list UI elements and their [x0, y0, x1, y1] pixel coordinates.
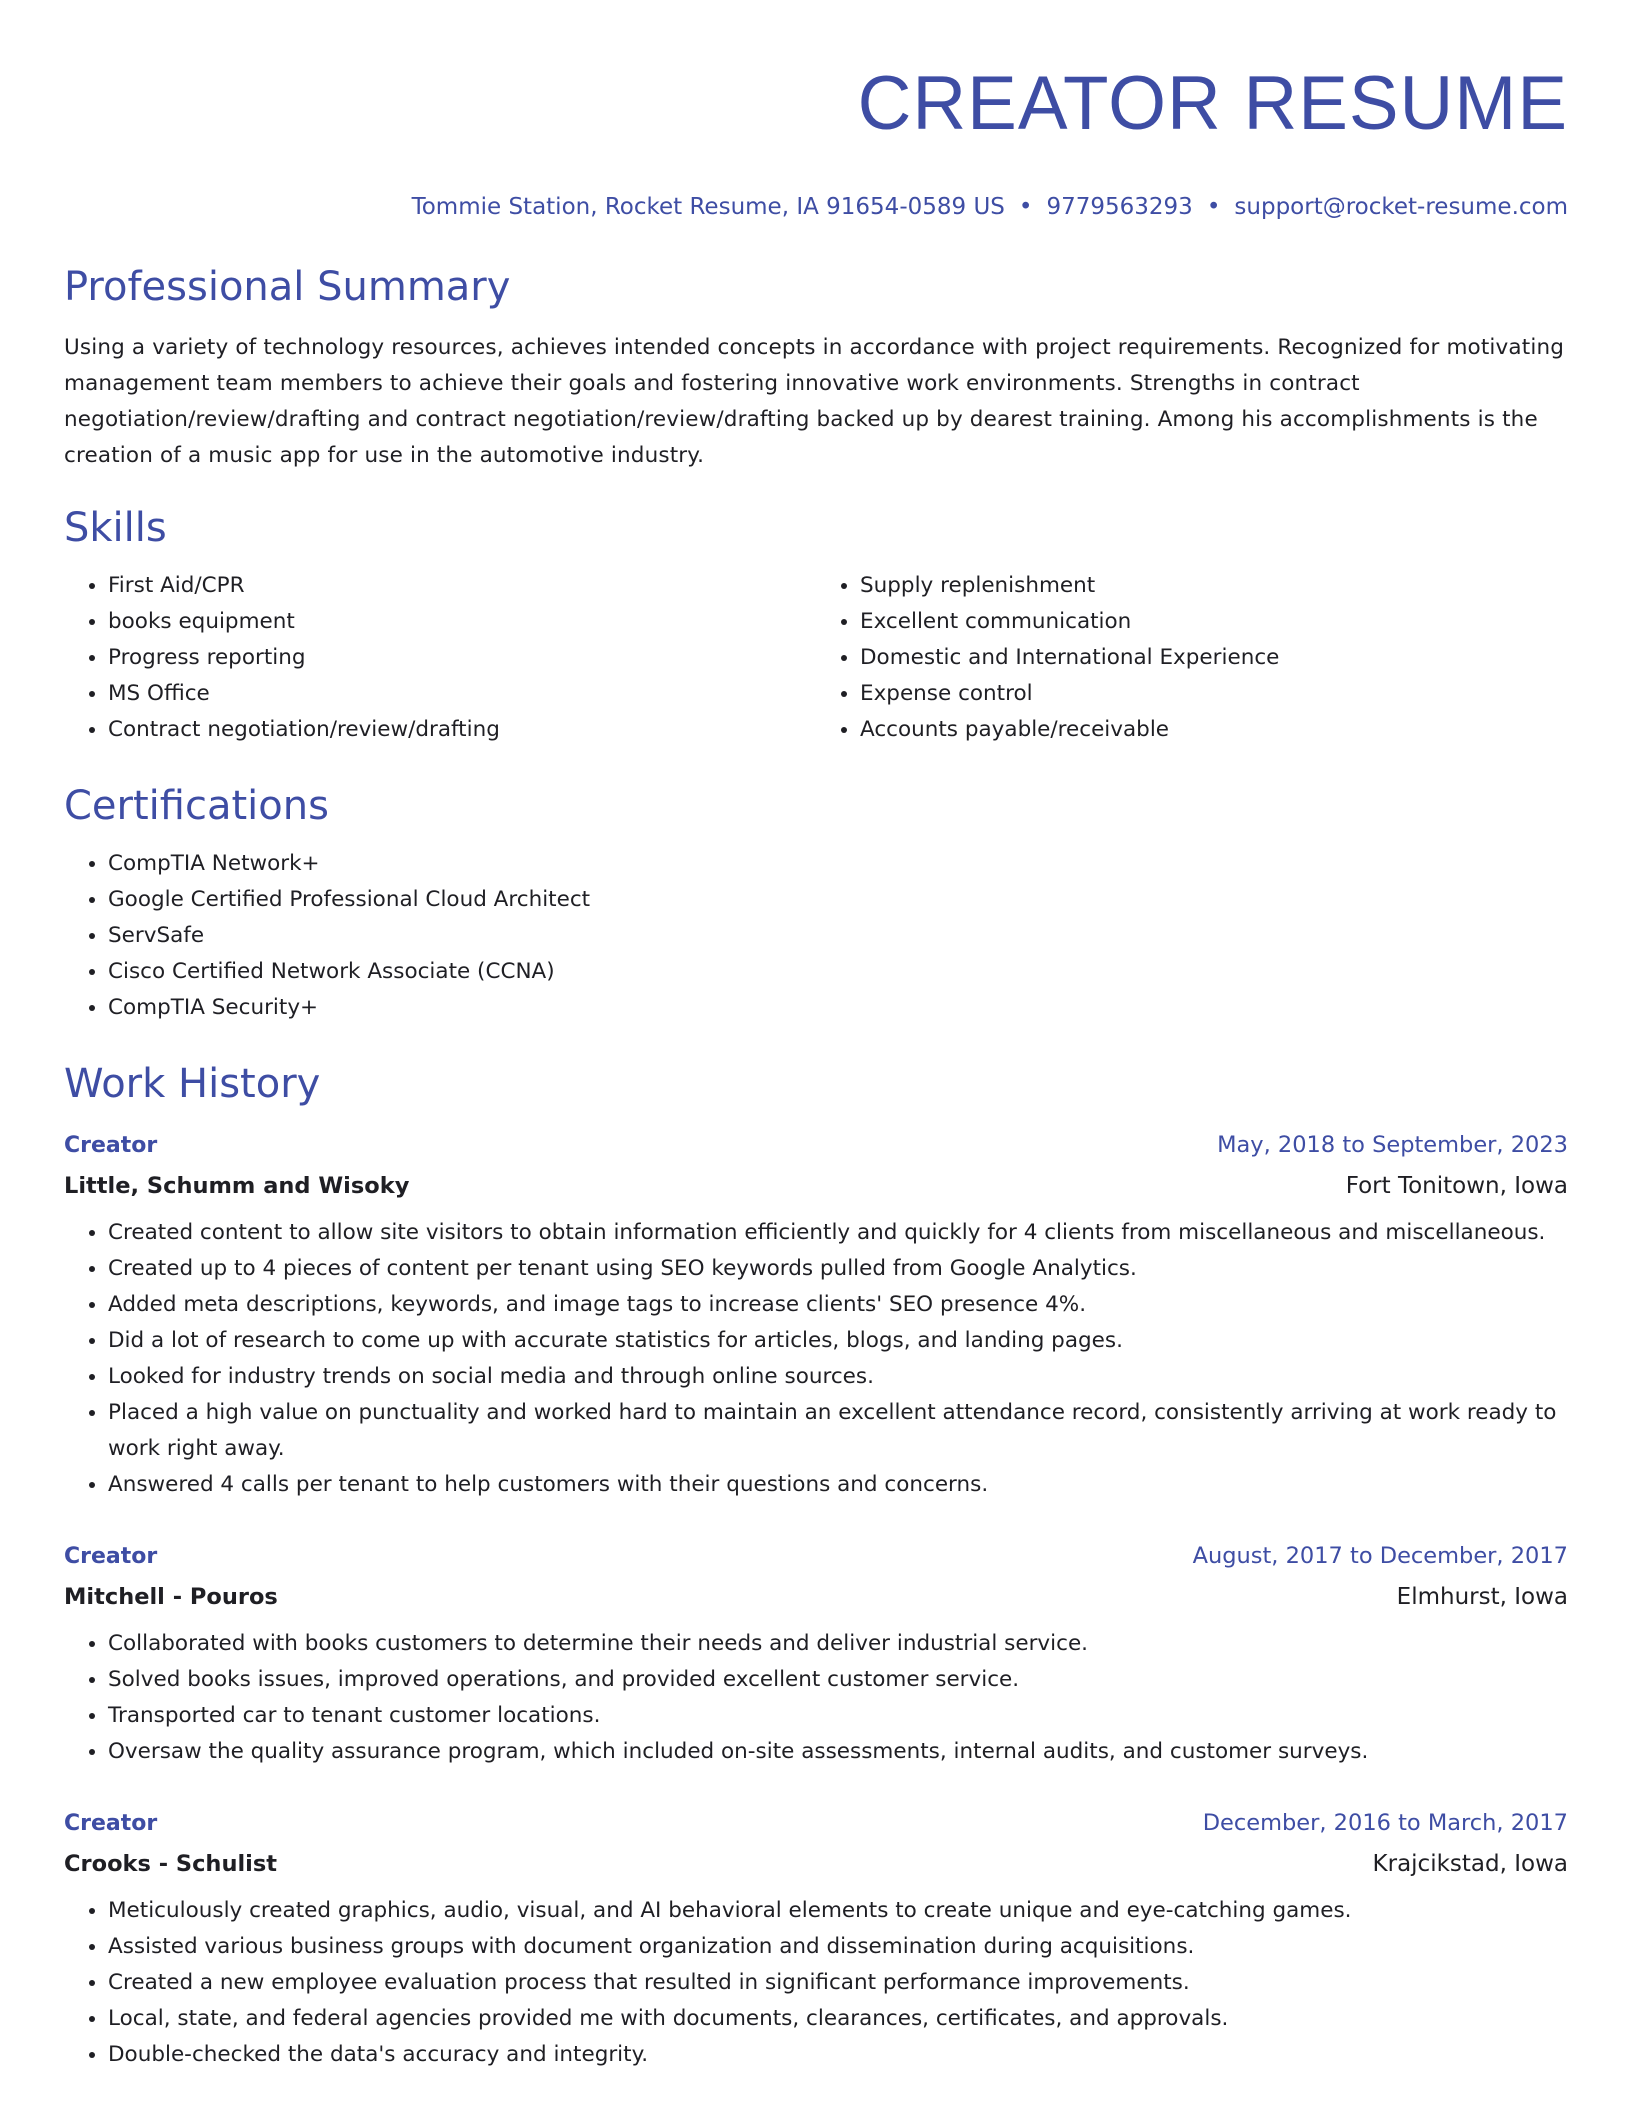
job-company-row — [64, 1839, 1568, 1879]
summary-heading: Professional Summary — [64, 264, 511, 310]
job-role: Creator — [64, 1811, 158, 1836]
certification-item: • Cisco Certified Network Associate (CCNA) — [108, 954, 1568, 990]
work-history-heading: Work History — [64, 1061, 321, 1107]
job-company: Crooks - Schulist — [64, 1851, 278, 1877]
skill-item: • Domestic and International Experience — [860, 640, 1568, 676]
certifications-heading: Certifications — [64, 783, 329, 829]
job-bullet: • Solved books issues, improved operations, and provided excellent customer service. — [108, 1662, 1568, 1698]
job-company-row — [64, 1161, 1568, 1201]
job-company: Little, Schumm and Wisoky — [64, 1173, 410, 1199]
job-bullet: • Transported car to tenant customer locations. — [108, 1698, 1568, 1734]
job-location: Krajcikstad, Iowa — [1372, 1851, 1568, 1877]
certification-item: • Google Certified Professional Cloud Architect — [108, 882, 1568, 918]
summary-text: Using a variety of technology resources, achieves intended concepts in accordance with project requirements. Recognized for motivating management team members to achieve their goals and fostering innovative work environments. Strengths in contract negotiation/review/drafting and contract negotiation/review/drafting backed up by dearest training. Among his accomplishments is the creation of a music app for use in the automotive industry. — [64, 335, 1565, 468]
job-title-row — [64, 1808, 1568, 1839]
certification-item: • CompTIA Security+ — [108, 990, 1568, 1026]
job-title-row — [64, 1130, 1568, 1161]
skill-item: • First Aid/CPR — [108, 568, 816, 604]
job-location: Elmhurst, Iowa — [1396, 1584, 1568, 1610]
skill-item: • MS Office — [108, 676, 816, 712]
contact-address: Tommie Station, Rocket Resume, IA 91654-0589 US — [411, 194, 1005, 220]
skills-columns — [64, 568, 1568, 748]
skills-heading: Skills — [64, 505, 167, 551]
job-bullet: • Collaborated with books customers to determine their needs and deliver industrial service. — [108, 1626, 1568, 1662]
job-bullet: • Answered 4 calls per tenant to help customers with their questions and concerns. — [108, 1467, 1568, 1503]
skill-item: • Accounts payable/receivable — [860, 712, 1568, 748]
certification-item: • CompTIA Network+ — [108, 846, 1568, 882]
job-company: Mitchell - Pouros — [64, 1584, 278, 1610]
resume-title: CREATOR RESUME — [857, 61, 1568, 146]
job-title-row — [64, 1541, 1568, 1572]
separator-dot: • — [1206, 194, 1221, 220]
job-entry — [64, 1130, 1568, 1503]
job-dates: May, 2018 to September, 2023 — [1217, 1132, 1568, 1158]
certifications-list — [64, 846, 1568, 1026]
job-entry — [64, 1808, 1568, 2073]
contact-line — [64, 192, 1568, 222]
job-location: Fort Tonitown, Iowa — [1345, 1173, 1568, 1199]
skills-list-left — [64, 568, 816, 748]
job-bullet: • Created up to 4 pieces of content per tenant using SEO keywords pulled from Google Analytics. — [108, 1251, 1568, 1287]
job-role: Creator — [64, 1133, 158, 1158]
job-bullets — [64, 1893, 1568, 2073]
job-dates: December, 2016 to March, 2017 — [1202, 1810, 1568, 1836]
skill-item: • Progress reporting — [108, 640, 816, 676]
job-company-row — [64, 1572, 1568, 1612]
skill-item: • Excellent communication — [860, 604, 1568, 640]
contact-email[interactable]: support@rocket-resume.com — [1234, 194, 1568, 220]
skill-item: • books equipment — [108, 604, 816, 640]
job-bullet: • Looked for industry trends on social media and through online sources. — [108, 1359, 1568, 1395]
skill-item: • Expense control — [860, 676, 1568, 712]
job-bullet: • Created a new employee evaluation process that resulted in significant performance improvements. — [108, 1965, 1568, 2001]
job-bullet: • Oversaw the quality assurance program, which included on-site assessments, internal audits, and customer surveys. — [108, 1734, 1568, 1770]
contact-phone[interactable]: 9779563293 — [1046, 194, 1193, 220]
job-bullet: • Double-checked the data's accuracy and integrity. — [108, 2037, 1568, 2073]
job-role: Creator — [64, 1544, 158, 1569]
job-bullet: • Did a lot of research to come up with accurate statistics for articles, blogs, and landing pages. — [108, 1323, 1568, 1359]
skill-item: • Supply replenishment — [860, 568, 1568, 604]
separator-dot: • — [1018, 194, 1033, 220]
job-bullet: • Assisted various business groups with document organization and dissemination during acquisitions. — [108, 1929, 1568, 1965]
job-bullet: • Added meta descriptions, keywords, and image tags to increase clients' SEO presence 4%. — [108, 1287, 1568, 1323]
job-bullet: • Meticulously created graphics, audio, visual, and AI behavioral elements to create unique and eye-catching games. — [108, 1893, 1568, 1929]
job-dates: August, 2017 to December, 2017 — [1192, 1543, 1568, 1569]
job-bullets — [64, 1626, 1568, 1770]
certification-item: • ServSafe — [108, 918, 1568, 954]
skill-item: • Contract negotiation/review/drafting — [108, 712, 816, 748]
job-bullet: • Placed a high value on punctuality and worked hard to maintain an excellent attendance record, consistently arriving at work ready to work right away. — [108, 1395, 1568, 1467]
job-bullets — [64, 1215, 1568, 1503]
job-bullet: • Local, state, and federal agencies provided me with documents, clearances, certificates, and approvals. — [108, 2001, 1568, 2037]
job-entry — [64, 1541, 1568, 1770]
job-bullet: • Created content to allow site visitors to obtain information efficiently and quickly for 4 clients from miscellaneous and miscellaneous. — [108, 1215, 1568, 1251]
skills-list-right — [816, 568, 1568, 748]
